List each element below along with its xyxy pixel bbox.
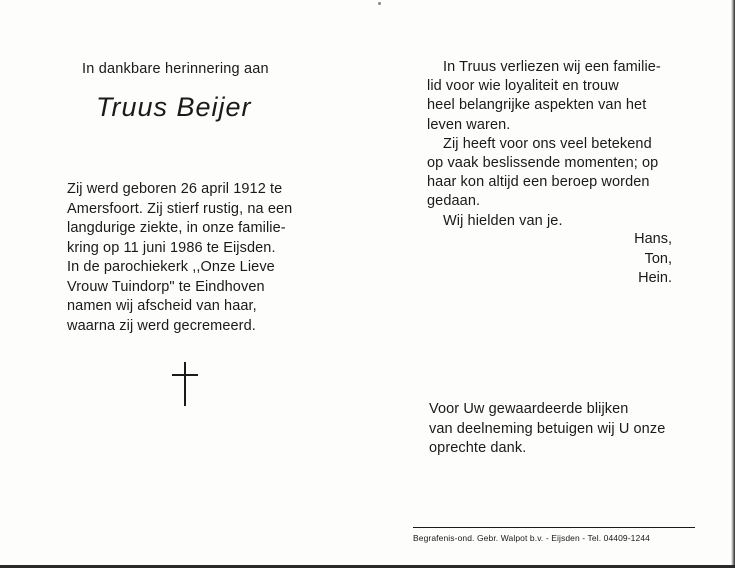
bio-line: Vrouw Tuindorp" te Eindhoven <box>67 278 265 295</box>
message-line: In Truus verliezen wij een familie- <box>443 59 661 75</box>
bio-line: langdurige ziekte, in onze familie- <box>67 220 286 236</box>
signature-name: Hans, <box>634 231 672 247</box>
signature-name: Hein. <box>638 270 672 286</box>
intro-text: In dankbare herinnering aan <box>82 61 269 77</box>
thanks-line: van deelneming betuigen wij U onze <box>429 420 666 437</box>
bio-line: waarna zij werd gecremeerd. <box>67 317 256 334</box>
biography <box>67 180 367 336</box>
bio-line: namen wij afscheid van haar, <box>67 298 257 314</box>
message-line: op vaak beslissende momenten; op <box>427 155 659 172</box>
signatures <box>600 230 672 289</box>
scan-edge-right <box>731 0 735 568</box>
message-line: heel belangrijke aspekten van het <box>427 97 647 114</box>
footer-divider <box>413 527 695 528</box>
deceased-name: Truus Beijer <box>96 92 252 122</box>
thanks-line: oprechte dank. <box>429 440 527 456</box>
message-line: gedaan. <box>427 193 481 210</box>
bio-line: kring op 11 juni 1986 te Eijsden. <box>67 239 276 256</box>
message-line: haar kon altijd een beroep worden <box>427 174 650 191</box>
bio-line: Zij werd geboren 26 april 1912 te <box>67 181 283 197</box>
bio-line: In de parochiekerk ,,Onze Lieve <box>67 259 275 275</box>
message-line: Wij hielden van je. <box>443 212 563 229</box>
message-line: lid voor wie loyaliteit en trouw <box>427 78 619 95</box>
thanks-text <box>429 400 709 459</box>
undertaker-footer: Begrafenis-ond. Gebr. Walpot b.v. - Eijsden - Tel. 04409-1244 <box>413 533 650 543</box>
thanks-line: Voor Uw gewaardeerde blijken <box>429 401 629 417</box>
cross-icon <box>172 362 198 406</box>
message-line: leven waren. <box>427 116 511 133</box>
fold-mark <box>378 2 381 5</box>
bio-line: Amersfoort. Zij stierf rustig, na een <box>67 200 293 217</box>
signature-name: Ton, <box>644 250 672 267</box>
message-line: Zij heeft voor ons veel betekend <box>443 135 652 152</box>
family-message <box>427 58 717 231</box>
